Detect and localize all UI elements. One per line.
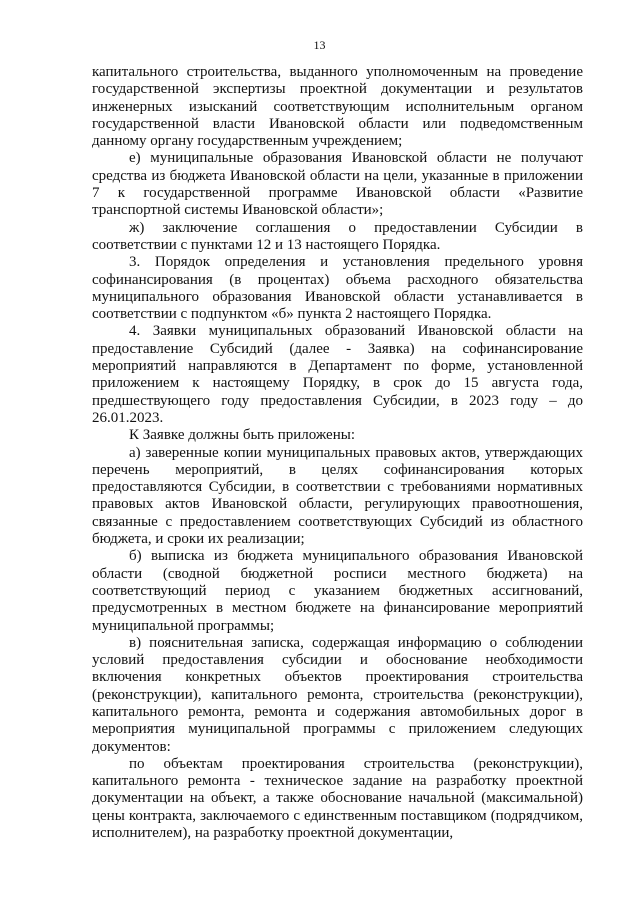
paragraph-item-v: в) пояснительная записка, содержащая информацию о соблюдении условий предоставления субсидии и обоснование необходимости включения конкретных объектов проектирования строительства (реконструкции), капитального ремонта, строительства (реконструкции), капитального ремонта, ремонта и содержания автомобильных дорог в мероприятия муниципальной программы с приложением следующих документов: xyxy=(92,634,583,755)
paragraph-clause-4: 4. Заявки муниципальных образований Ивановской области на предоставление Субсидий (далее - Заявка) на софинансирование мероприятий направляются в Департамент по форме, установленной приложением к настоящему Порядку, в срок до 15 августа года, предшествующего году предоставления Субсидии, в 2023 году – до 26.01.2023. xyxy=(92,323,583,426)
paragraph-attachments-intro: К Заявке должны быть приложены: xyxy=(129,427,355,444)
paragraph-continuation: капитального строительства, выданного уполномоченным на проведение государственной экспертизы проектной документации и результатов инженерных изысканий соответствующим исполнительным органом государственной власти Ивановской области или подведомственным данному органу государственным учреждением; xyxy=(92,64,583,150)
paragraph-item-zh: ж) заключение соглашения о предоставлении Субсидии в соответствии с пунктами 12 и 13 настоящего Порядка. xyxy=(92,219,583,253)
paragraph-item-e: е) муниципальные образования Ивановской области не получают средства из бюджета Ивановской области на цели, указанные в приложении 7 к государственной программе Ивановской области «Развитие транспортной системы Ивановской области»; xyxy=(92,150,583,219)
paragraph-item-b: б) выписка из бюджета муниципального образования Ивановской области (сводной бюджетной росписи местного бюджета) на соответствующий период с указанием бюджетных ассигнований, предусмотренных в местном бюджете на финансирование мероприятий муниципальной программы; xyxy=(92,548,583,634)
page-number: 13 xyxy=(313,38,326,52)
paragraph-item-a: а) заверенные копии муниципальных правовых актов, утверждающих перечень мероприятий, в целях софинансирования которых предоставляются Субсидии, в соответствии с требованиями нормативных правовых актов Ивановской области, регулирующих правоотношения, связанные с предоставлением соответствующих Субсидий из областного бюджета, и сроки их реализации; xyxy=(92,444,583,548)
paragraph-clause-3: 3. Порядок определения и установления предельного уровня софинансирования (в процентах) объема расходного обязательства муниципального образования Ивановской области устанавливается в соответствии с подпунктом «б» пункта 2 настоящего Порядка. xyxy=(92,254,583,323)
paragraph-design-objects: по объектам проектирования строительства (реконструкции), капитального ремонта - техническое задание на разработку проектной документации на объект, а также обоснование начальной (максимальной) цены контракта, заключаемого с единственным поставщиком (подрядчиком, исполнителем), на разработку проектной документации, xyxy=(92,755,583,842)
document-body xyxy=(92,64,583,842)
